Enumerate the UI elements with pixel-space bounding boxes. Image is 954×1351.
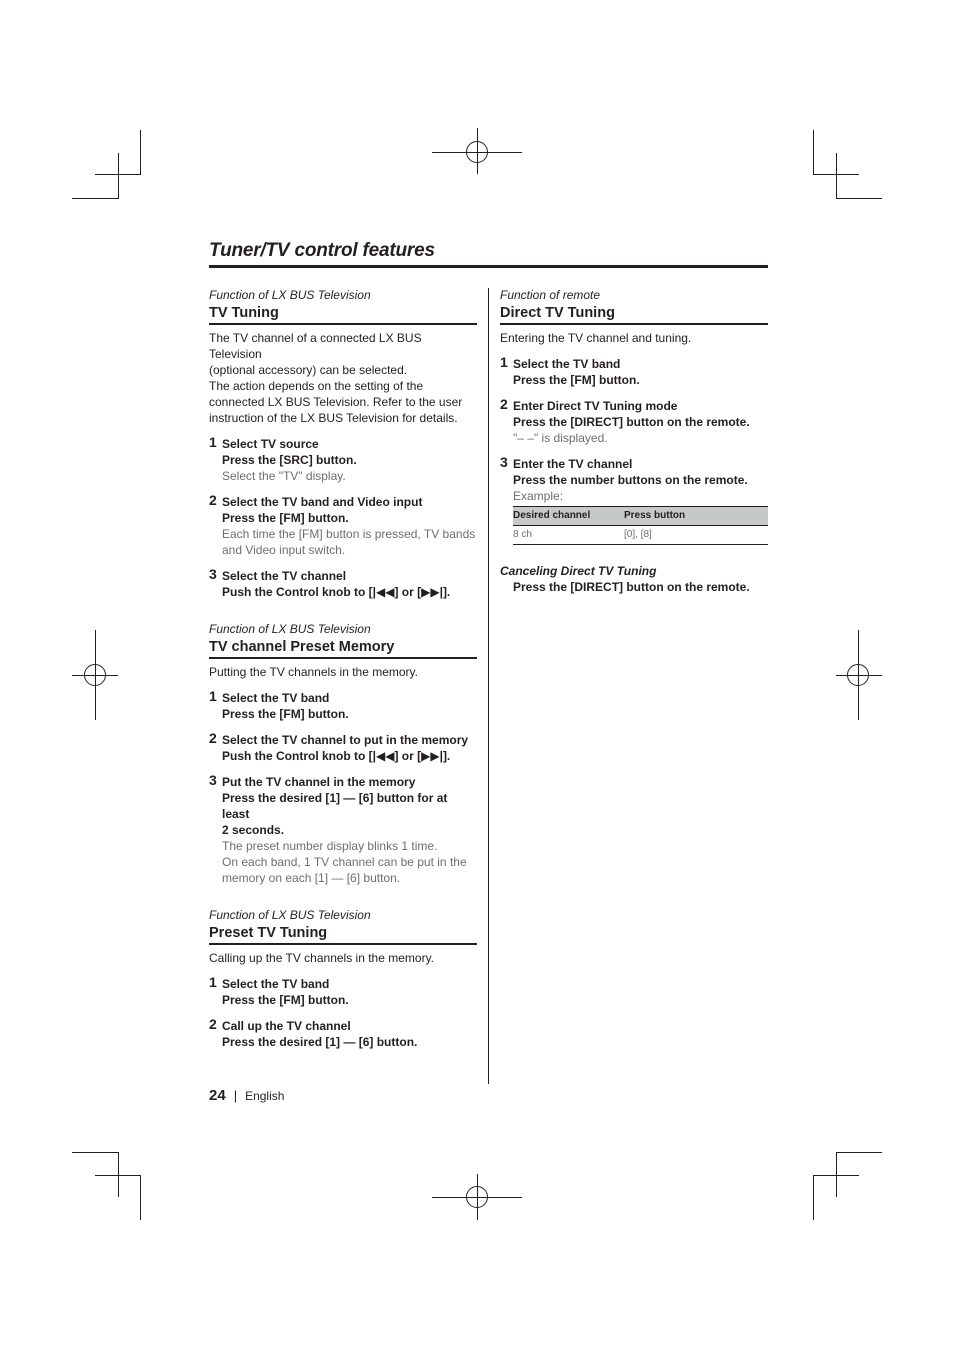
step-action: Push the Control knob to [|◀◀] or [▶▶|]. xyxy=(222,749,451,763)
section-intro: The TV channel of a connected LX BUS Television (optional accessory) can be selected. The action depends on the setting of the connected LX BUS Television. Refer to the user instruction of the LX BUS Television for details. xyxy=(209,331,463,425)
step-number: 1 xyxy=(500,354,508,370)
step xyxy=(209,494,477,558)
step xyxy=(500,456,768,545)
column-divider xyxy=(488,288,489,1084)
table-header-row xyxy=(513,507,768,526)
section-intro: Calling up the TV channels in the memory. xyxy=(209,951,435,965)
step-heading: Select the TV band xyxy=(222,691,330,705)
step-action: Press the [DIRECT] button on the remote. xyxy=(513,415,750,429)
step-number: 1 xyxy=(209,434,217,450)
step-action: Press the number buttons on the remote. xyxy=(513,473,748,487)
column-header: Desired channel xyxy=(513,507,624,526)
table-cell: 8 ch xyxy=(513,526,624,545)
registration-target-icon xyxy=(847,664,869,686)
function-label: Function of LX BUS Television xyxy=(209,622,371,636)
step-number: 2 xyxy=(209,1016,217,1032)
cancel-text: Press the [DIRECT] button on the remote. xyxy=(513,580,750,594)
step-action: Press the [FM] button. xyxy=(222,707,349,721)
section-direct-tv-tuning xyxy=(500,287,768,595)
step-number: 1 xyxy=(209,974,217,990)
step-number: 3 xyxy=(209,566,217,582)
step xyxy=(209,976,477,1008)
step xyxy=(500,398,768,446)
registration-target-icon xyxy=(466,1186,488,1208)
step xyxy=(500,356,768,388)
step-action: Press the desired [1] — [6] button for at least 2 seconds. xyxy=(222,791,448,837)
section-tv-preset-memory xyxy=(209,621,477,886)
page-number: 24 xyxy=(209,1087,226,1104)
step-note: Each time the [FM] button is pressed, TV bands and Video input switch. xyxy=(222,527,476,557)
function-label: Function of remote xyxy=(500,288,601,302)
step-heading: Select the TV band and Video input xyxy=(222,495,423,509)
step-number: 1 xyxy=(209,688,217,704)
table-row xyxy=(513,526,768,545)
page-footer xyxy=(209,1087,284,1104)
section-tv-tuning xyxy=(209,287,477,600)
step xyxy=(209,1018,477,1050)
step xyxy=(209,436,477,484)
column-header: Press button xyxy=(624,507,768,526)
step-action: Press the [SRC] button. xyxy=(222,453,357,467)
step-action: Press the [FM] button. xyxy=(513,373,640,387)
step-note: "– –" is displayed. xyxy=(513,431,608,445)
step-heading: Select the TV band xyxy=(513,357,621,371)
step-number: 3 xyxy=(209,772,217,788)
registration-target-icon xyxy=(84,664,106,686)
step-action: Press the [FM] button. xyxy=(222,511,349,525)
step-heading: Enter the TV channel xyxy=(513,457,633,471)
step-number: 2 xyxy=(209,730,217,746)
function-label: Function of LX BUS Television xyxy=(209,908,371,922)
footer-separator: | xyxy=(233,1088,238,1103)
example-table xyxy=(513,506,768,545)
section-heading: Preset TV Tuning xyxy=(209,923,477,945)
table-cell: [0], [8] xyxy=(624,526,768,545)
step-note: Example: xyxy=(513,489,564,503)
step-action: Press the desired [1] — [6] button. xyxy=(222,1035,418,1049)
step-heading: Call up the TV channel xyxy=(222,1019,351,1033)
function-label: Function of LX BUS Television xyxy=(209,288,371,302)
section-heading: Direct TV Tuning xyxy=(500,303,768,325)
step-heading: Select the TV channel xyxy=(222,569,347,583)
step-heading: Put the TV channel in the memory xyxy=(222,775,416,789)
step-note: The preset number display blinks 1 time. On each band, 1 TV channel can be put in the memory on each [1] — [6] button. xyxy=(222,839,467,885)
step-action: Push the Control knob to [|◀◀] or [▶▶|]. xyxy=(222,585,451,599)
step-heading: Enter Direct TV Tuning mode xyxy=(513,399,678,413)
section-heading: TV channel Preset Memory xyxy=(209,637,477,659)
step xyxy=(209,568,477,600)
step xyxy=(209,690,477,722)
step-heading: Select the TV channel to put in the memory xyxy=(222,733,469,747)
step-note: Select the "TV" display. xyxy=(222,469,346,483)
step-heading: Select the TV band xyxy=(222,977,330,991)
section-intro: Putting the TV channels in the memory. xyxy=(209,665,418,679)
language-label: English xyxy=(245,1089,285,1103)
step-number: 3 xyxy=(500,454,508,470)
step xyxy=(209,774,477,886)
step-number: 2 xyxy=(209,492,217,508)
cancel-heading: Canceling Direct TV Tuning xyxy=(500,564,657,578)
title-rule xyxy=(209,265,768,268)
page-title: Tuner/TV control features xyxy=(209,240,435,261)
registration-target-icon xyxy=(466,141,488,163)
section-heading: TV Tuning xyxy=(209,303,477,325)
section-intro: Entering the TV channel and tuning. xyxy=(500,331,692,345)
step-action: Press the [FM] button. xyxy=(222,993,349,1007)
section-preset-tv-tuning xyxy=(209,907,477,1050)
step-heading: Select TV source xyxy=(222,437,319,451)
step-number: 2 xyxy=(500,396,508,412)
step xyxy=(209,732,477,764)
